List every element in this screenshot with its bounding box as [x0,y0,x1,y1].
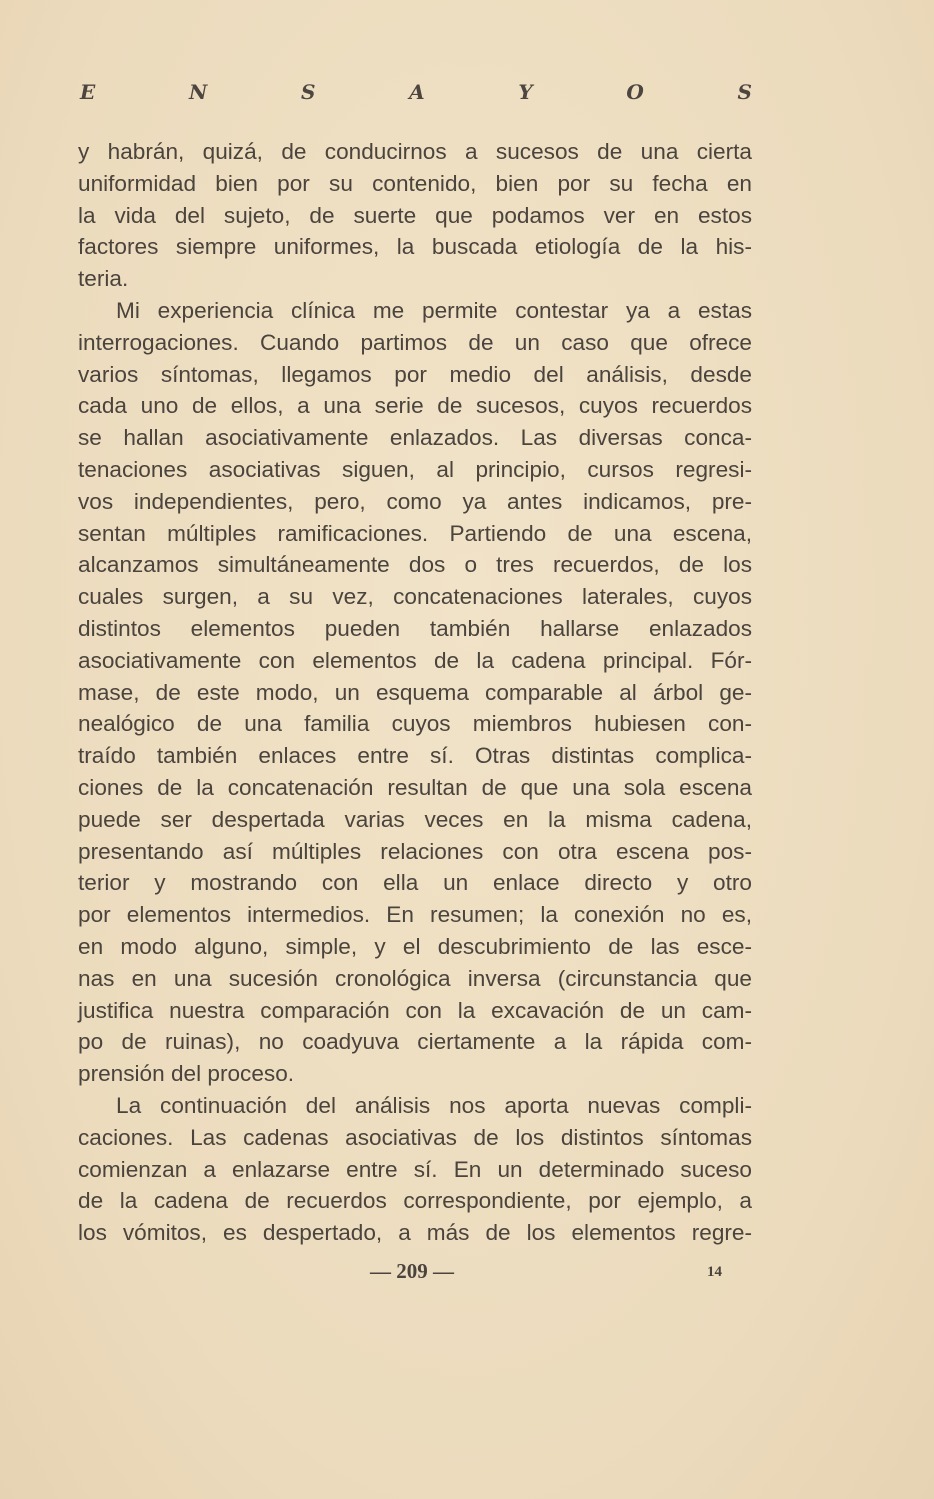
running-head-letter: N [188,80,208,104]
text-line: terior y mostrando con ella un enlace directo y otro [78,870,752,896]
paragraph [78,295,752,1090]
running-head-letter: E [80,80,96,104]
text-line: prensión del proceso. [78,1061,295,1087]
text-line: ciones de la concatenación resultan de que una sola escena [78,774,752,800]
text-line: de la cadena de recuerdos correspondiente, por ejemplo, a [78,1188,752,1214]
running-head-letter: A [409,80,425,104]
text-line: nas en una sucesión cronológica inversa (circunstancia que [78,965,752,991]
text-line: puede ser despertada varias veces en la misma cadena, [78,806,752,832]
text-line: nealógico de una familia cuyos miembros hubiesen con- [78,711,752,737]
text-line: los vómitos, es despertado, a más de los elementos regre- [78,1220,752,1246]
text-line: asociativamente con elementos de la cadena principal. Fór- [78,647,752,673]
text-line: comienzan a enlazarse entre sí. En un determinado suceso [78,1156,752,1182]
text-line: presentando así múltiples relaciones con otra escena pos- [78,838,752,864]
text-line: alcanzamos simultáneamente dos o tres recuerdos, de los [78,552,752,578]
signature-mark: 14 [707,1264,722,1280]
running-head-letter: S [300,80,316,104]
text-line: uniformidad bien por su contenido, bien por su fecha en [78,170,752,196]
running-head [80,80,752,104]
page-number: — 209 — [370,1259,454,1283]
running-head-letter: Y [518,80,533,104]
text-line: distintos elementos pueden también hallarse enlazados [78,615,752,641]
body-text [78,136,752,1249]
text-line: tenaciones asociativas siguen, al principio, cursos regresi- [78,456,752,482]
text-line: teria. [78,266,129,292]
paragraph [78,1090,752,1249]
paragraph [78,136,752,295]
text-line: caciones. Las cadenas asociativas de los distintos síntomas [78,1124,752,1150]
text-line: vos independientes, pero, como ya antes indicamos, pre- [78,488,752,514]
text-line: cada uno de ellos, a una serie de sucesos, cuyos recuerdos [78,393,752,419]
text-line: por elementos intermedios. En resumen; la conexión no es, [78,902,752,928]
running-head-letter: S [737,80,752,104]
text-line: cuales surgen, a su vez, concatenaciones laterales, cuyos [78,584,752,610]
running-head-letter: O [626,80,644,104]
text-line: y habrán, quizá, de conducirnos a sucesos de una cierta [78,139,752,164]
text-line: La continuación del análisis nos aporta nuevas compli- [116,1092,752,1118]
text-line: po de ruinas), no coadyuva ciertamente a la rápida com- [78,1029,752,1055]
text-line: factores siempre uniformes, la buscada etiología de la his- [78,234,752,260]
text-line: sentan múltiples ramificaciones. Partiendo de una escena, [78,520,752,546]
text-line: Mi experiencia clínica me permite contestar ya a estas [116,297,752,323]
text-line: en modo alguno, simple, y el descubrimiento de las esce- [78,933,752,959]
text-line: mase, de este modo, un esquema comparable al árbol ge- [78,679,752,705]
text-line: traído también enlaces entre sí. Otras distintas complica- [78,743,752,769]
text-line: la vida del sujeto, de suerte que podamos ver en estos [78,202,752,228]
text-line: interrogaciones. Cuando partimos de un caso que ofrece [78,329,752,355]
text-line: se hallan asociativamente enlazados. Las diversas conca- [78,425,752,451]
text-line: justifica nuestra comparación con la excavación de un cam- [78,997,752,1023]
text-line: varios síntomas, llegamos por medio del análisis, desde [78,361,752,387]
